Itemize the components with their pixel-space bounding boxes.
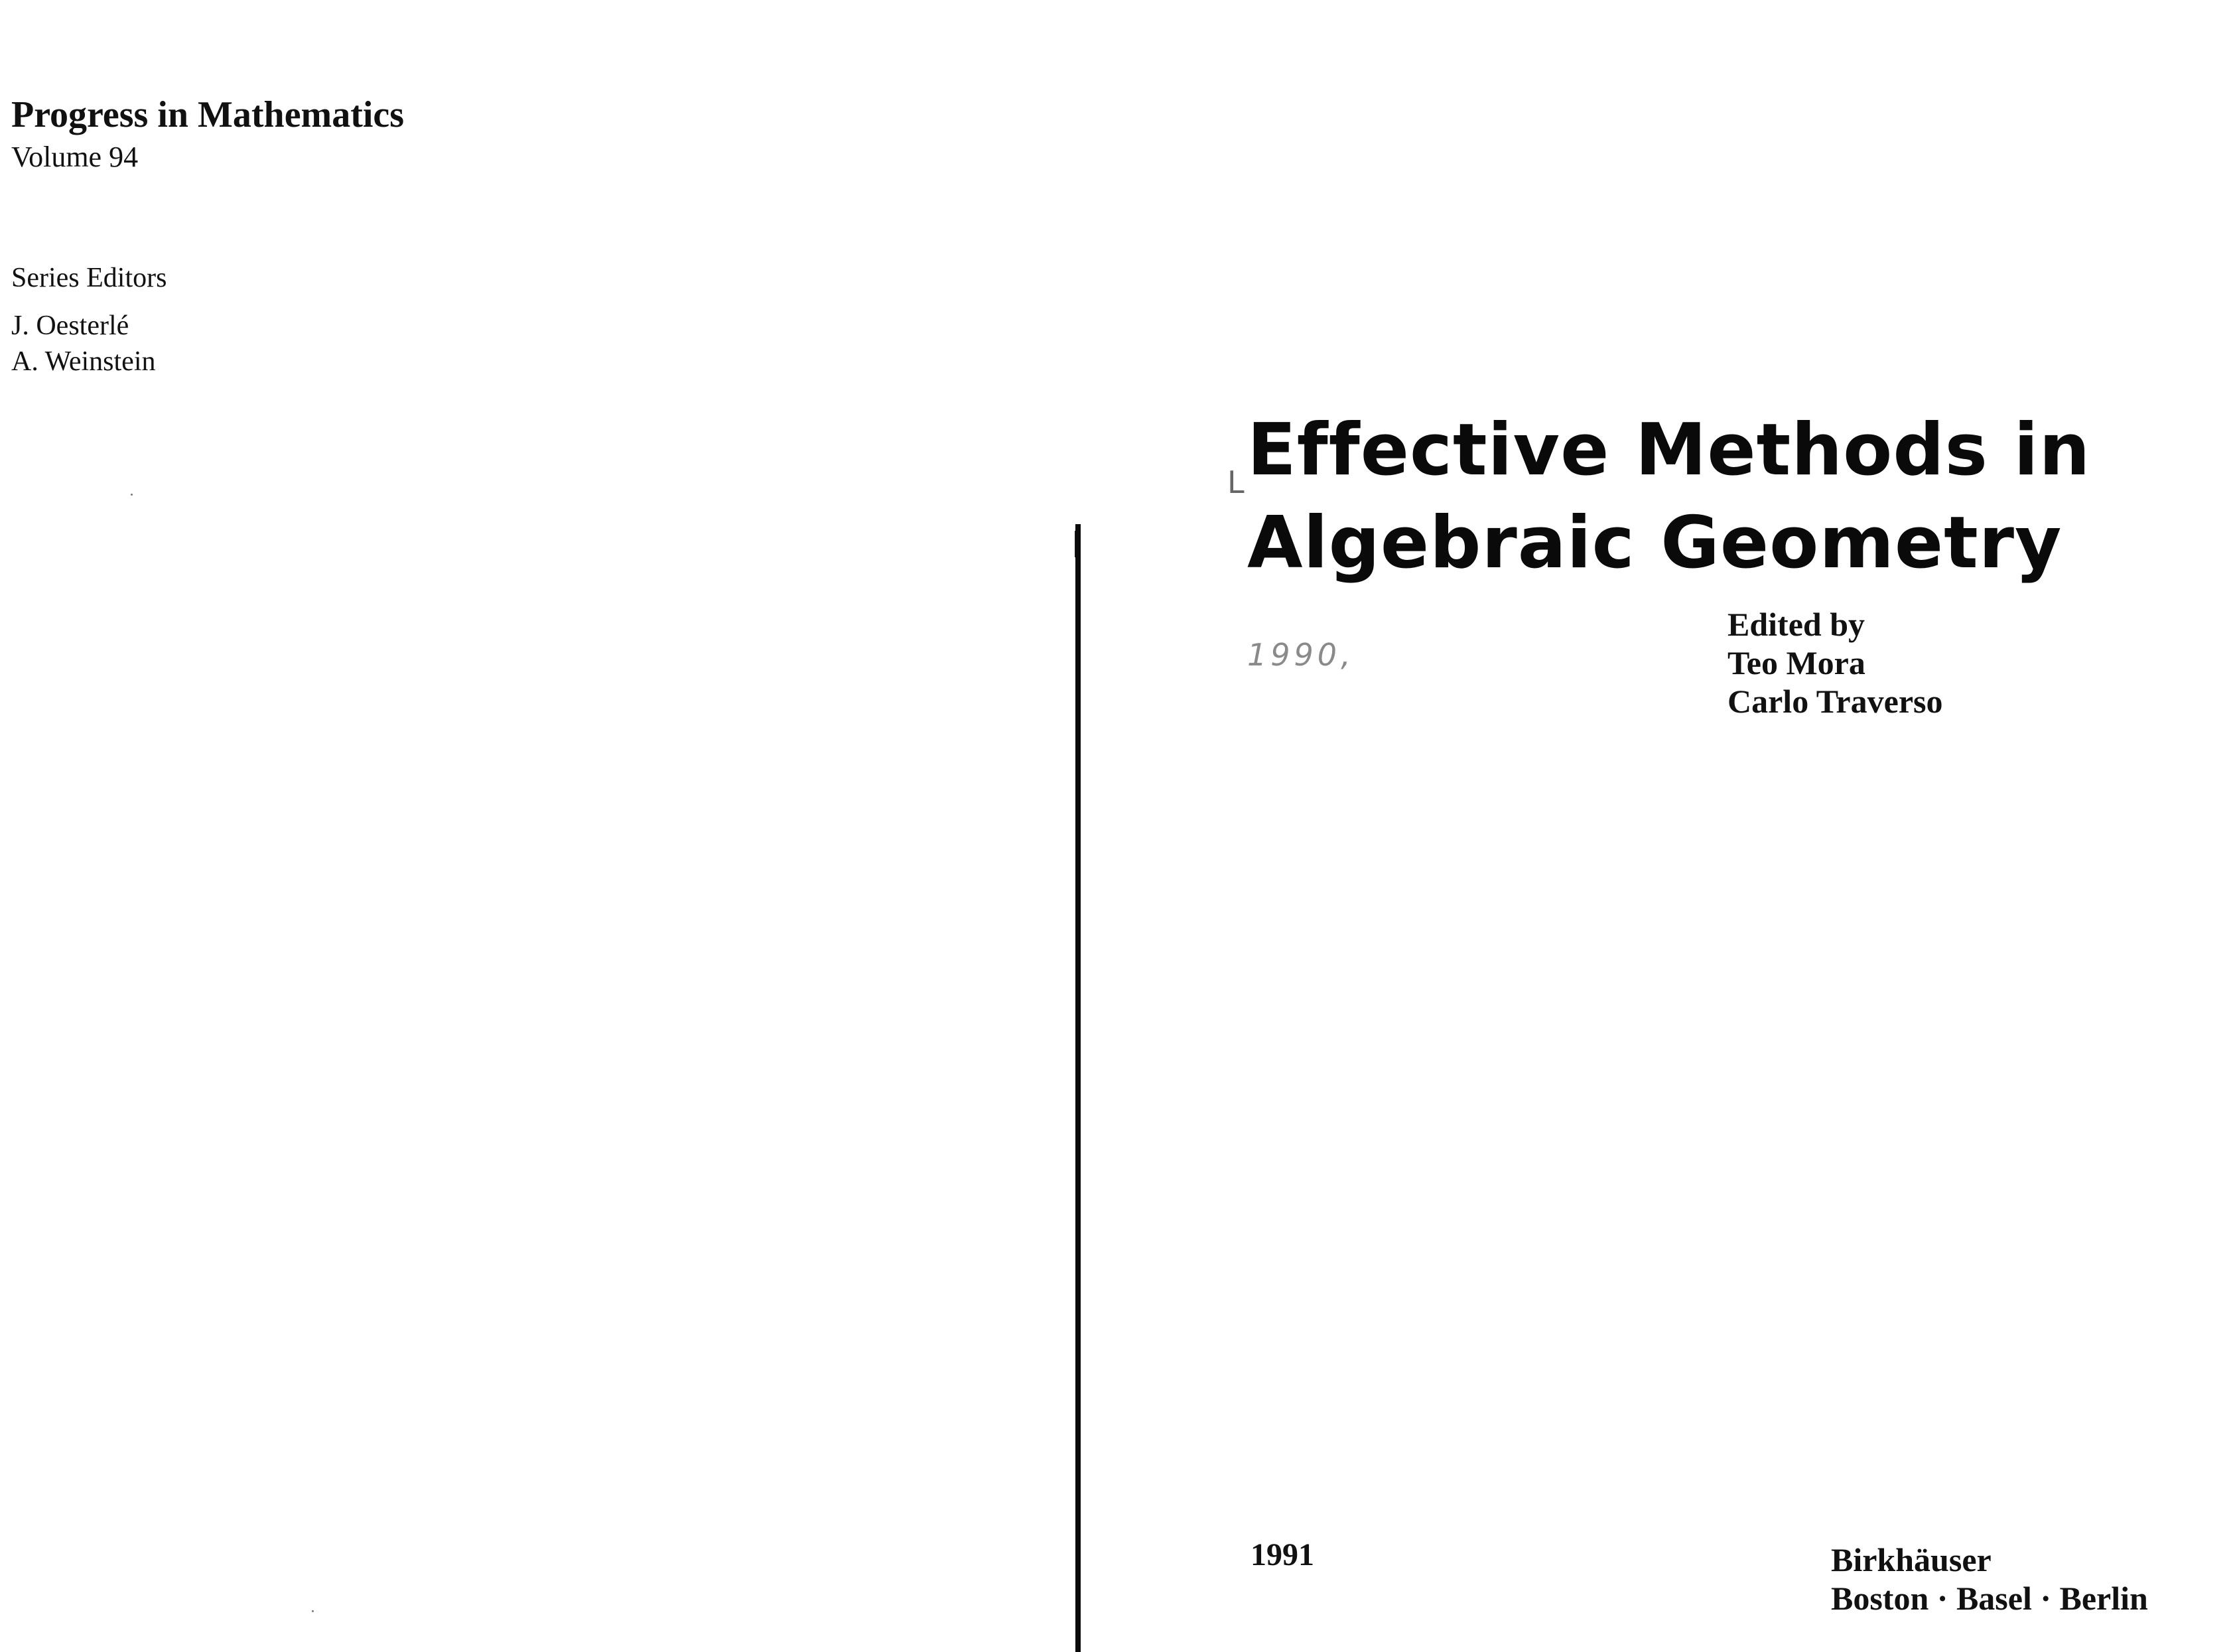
book-title-line-1: Effective Methods in — [1247, 409, 2091, 492]
handwritten-note — [1247, 637, 1355, 673]
publisher-block — [1831, 1541, 2148, 1618]
series-editor-name: A. Weinstein — [11, 346, 156, 377]
left-page — [0, 0, 1075, 1652]
pencil-mark: L — [1227, 464, 1245, 500]
book-title-line-2: Algebraic Geometry — [1247, 502, 2063, 585]
publication-year: 1991 — [1251, 1537, 1314, 1572]
publisher-name: Birkhäuser — [1831, 1541, 1992, 1578]
dust-speck — [131, 494, 133, 496]
volume-number: Volume 94 — [11, 141, 139, 173]
series-title: Progress in Mathematics — [11, 94, 405, 135]
page-gutter — [1075, 524, 1081, 1652]
publisher-cities: Boston · Basel · Berlin — [1831, 1580, 2148, 1617]
series-editor-name: J. Oesterlé — [11, 310, 129, 341]
edited-by-label: Edited by — [1727, 606, 1865, 643]
handwritten-note-text: 1990, — [1247, 637, 1355, 673]
series-editors-heading: Series Editors — [11, 263, 167, 293]
editors-block — [1727, 605, 1942, 721]
volume-editor-name: Teo Mora — [1727, 644, 1865, 681]
dust-speck — [312, 1610, 314, 1612]
volume-editor-name: Carlo Traverso — [1727, 683, 1943, 720]
